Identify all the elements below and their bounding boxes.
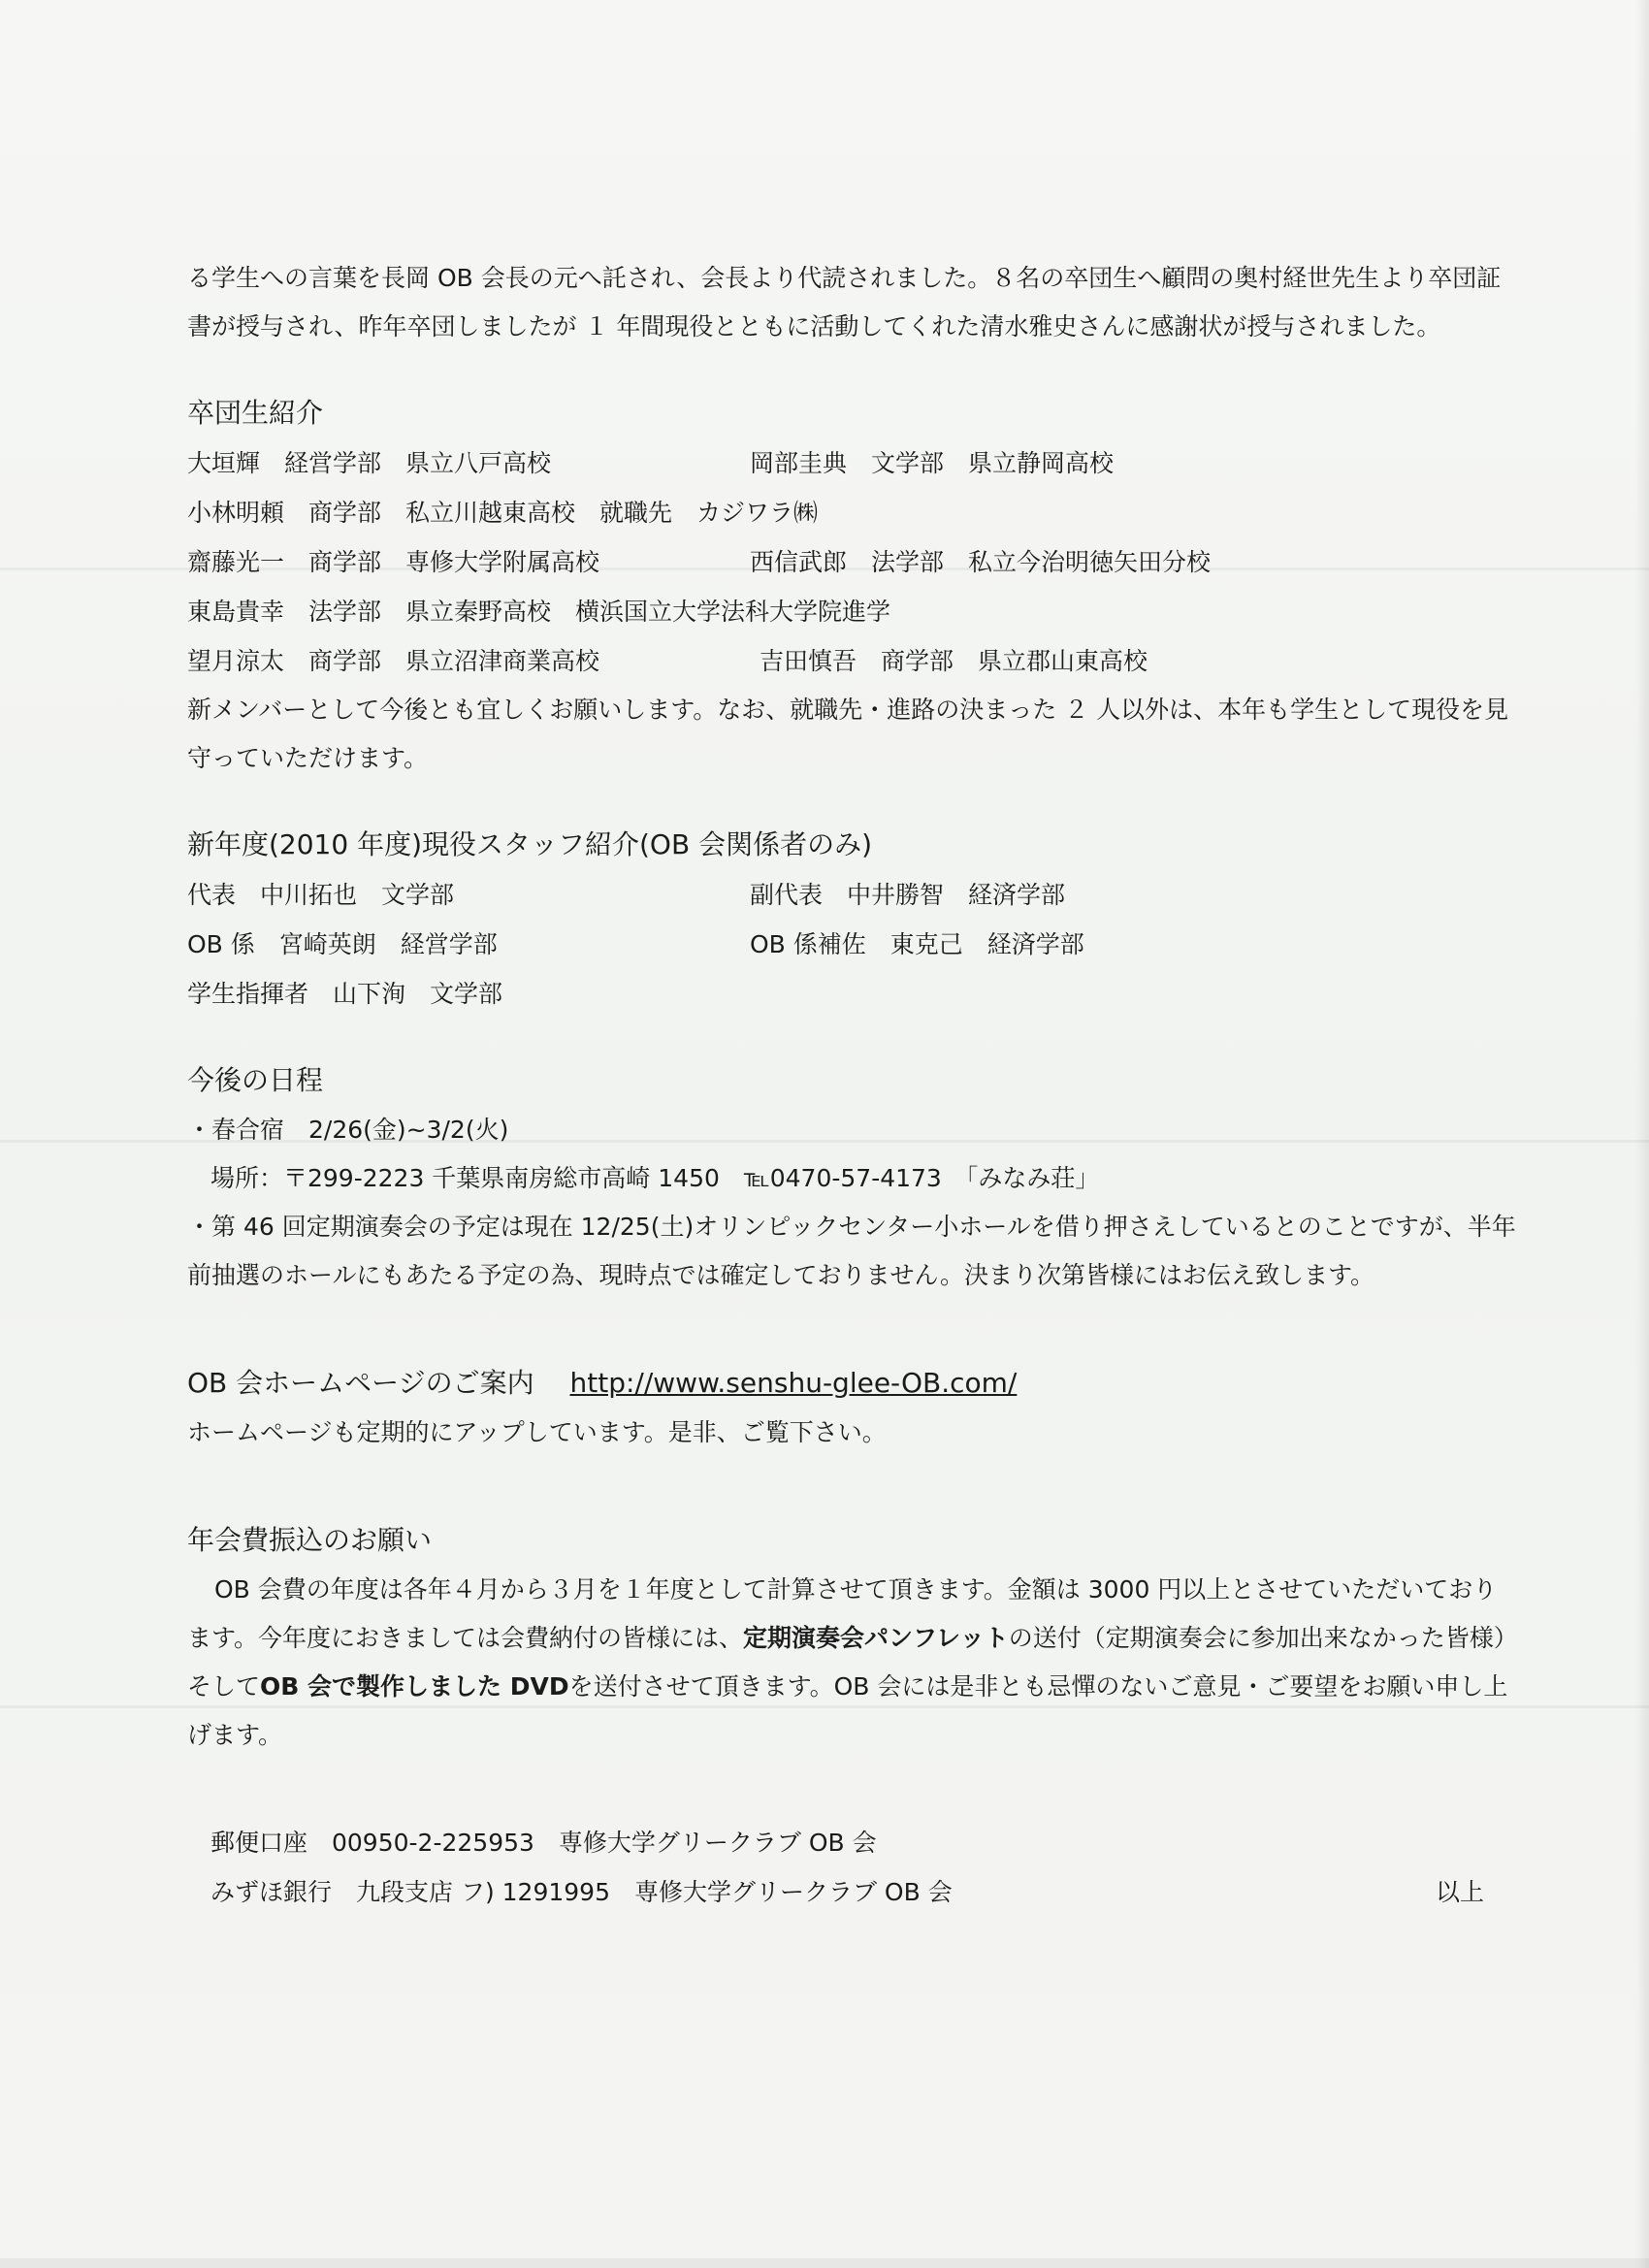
staff-entry: 副代表 中井勝智 経済学部 (750, 881, 1066, 909)
graduate-row (187, 636, 1516, 686)
staff-list (178, 870, 1516, 1019)
fee-text: を送付させて頂きます。OB 会には是非とも忌憚のないご意見・ご要望をお願い申し上げます。 (187, 1672, 1508, 1749)
payment-bank: みずほ銀行 九段支店 フ) 1291995 専修大学グリークラブ OB 会 (210, 1878, 953, 1906)
payment-postal: 郵便口座 00950-2-225953 専修大学グリークラブ OB 会 (210, 1829, 877, 1857)
fee-text: の送付（定期演奏会に参加出来なかった皆様）そして (187, 1624, 1506, 1701)
graduate-row (187, 537, 1516, 587)
graduate-entry: 小林明頼 商学部 私立川越東高校 就職先 カジワラ㈱ (187, 499, 819, 527)
staff-entry: OB 係補佐 東克己 経済学部 (750, 930, 1084, 958)
staff-entry: 代表 中川拓也 文学部 (187, 881, 455, 909)
schedule-item-concert: ・第 46 回定期演奏会の予定は現在 12/25(土)オリンピックセンター小ホールを借り押さえしているとのことですが、半年前抽選のホールにもあたる予定の為、現時点では確定しておりません。決まり次第皆様にはお伝え致します。 (187, 1213, 1516, 1289)
homepage-link[interactable]: http://www.senshu-glee-OB.com/ (569, 1367, 1018, 1399)
graduate-entry: 吉田慎吾 商学部 県立郡山東高校 (760, 647, 1148, 675)
homepage-section (178, 1358, 1516, 1457)
fee-highlight-dvd: OB 会で製作しました DVD (260, 1672, 569, 1701)
graduate-row (187, 587, 1516, 636)
fee-section (178, 1515, 1516, 1760)
schedule-item-camp: ・春合宿 2/26(金)~3/2(火) (187, 1116, 509, 1144)
staff-entry: OB 係 宮崎英朗 経営学部 (187, 930, 498, 958)
fee-highlight-pamphlet: 定期演奏会パンフレット (743, 1624, 1009, 1652)
closing-text: 以上 (1436, 1878, 1485, 1906)
schedule-heading: 今後の日程 (187, 1064, 324, 1096)
payment-postal-row (210, 1818, 1516, 1867)
staff-row (187, 920, 1516, 969)
payment-section (178, 1818, 1516, 1917)
document-body (178, 254, 1516, 1917)
graduate-row (187, 488, 1516, 537)
graduate-entry: 東島貴幸 法学部 県立秦野高校 横浜国立大学法科大学院進学 (187, 598, 891, 626)
graduate-entry: 大垣輝 経営学部 県立八戸高校 (187, 449, 552, 477)
intro-paragraph: る学生への言葉を長岡 OB 会長の元へ託され、会長より代読されました。８名の卒団生へ顧問の奥村経世先生より卒団証書が授与され、昨年卒団しましたが １ 年間現役とともに活動してくれた清水雅史さんに感謝状が授与されました。 (187, 264, 1502, 340)
graduates-heading: 卒団生紹介 (187, 397, 324, 429)
graduates-note: 新メンバーとして今後とも宜しくお願いします。なお、就職先・進路の決まった ２ 人以外は、本年も学生として現役を見守っていただけます。 (187, 696, 1509, 772)
staff-row (187, 870, 1516, 920)
graduates-list (178, 438, 1516, 686)
homepage-heading: OB 会ホームページのご案内 (187, 1367, 534, 1399)
staff-heading: 新年度(2010 年度)現役スタッフ紹介(OB 会関係者のみ) (187, 828, 873, 860)
fee-paragraph (178, 1566, 1516, 1760)
graduate-entry: 齋藤光一 商学部 専修大学附属高校 (187, 548, 600, 576)
paper-edge-shadow (0, 2258, 1649, 2268)
staff-entry: 学生指揮者 山下洵 文学部 (187, 980, 503, 1008)
fee-text: OB 会費の年度は各年４月から３月を１年度として計算させて頂きます。金額は 3000 円以上とさせていただいております。今年度におきましては会費納付の皆様には、 (187, 1575, 1498, 1652)
graduate-entry: 岡部圭典 文学部 県立静岡高校 (750, 449, 1115, 477)
fee-heading: 年会費振込のお願い (187, 1524, 433, 1556)
graduates-section (178, 388, 1516, 783)
graduate-entry: 望月涼太 商学部 県立沼津商業高校 (187, 647, 600, 675)
graduate-entry: 西信武郎 法学部 私立今治明徳矢田分校 (750, 548, 1212, 576)
schedule-item-camp-place: 場所：〒299-2223 千葉県南房総市高崎 1450 ℡0470-57-4173 「みなみ荘」 (210, 1164, 1100, 1192)
payment-bank-row (210, 1867, 1516, 1917)
homepage-note: ホームページも定期的にアップしています。是非、ご覧下さい。 (187, 1418, 887, 1446)
staff-row (187, 969, 1516, 1019)
schedule-section (178, 1055, 1516, 1300)
graduate-row (187, 438, 1516, 488)
paper-edge-shadow (1635, 0, 1649, 2268)
homepage-heading-line (178, 1358, 1516, 1409)
staff-section (178, 820, 1516, 1019)
